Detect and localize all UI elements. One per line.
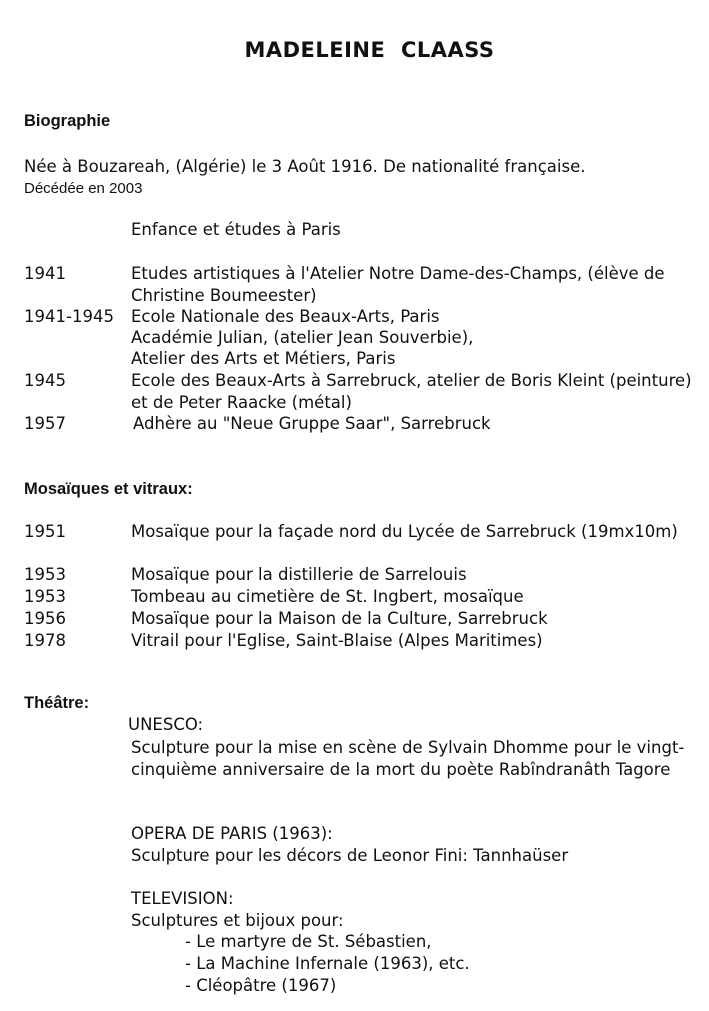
death-line: Décédée en 2003: [24, 180, 143, 197]
entry-year: 1956: [24, 609, 66, 628]
tv-list-item: - Cléopâtre (1967): [185, 976, 337, 995]
entry-text: Ecole des Beaux-Arts à Sarrebruck, atelier de Boris Kleint (peinture) et de Peter Raacke (métal): [131, 371, 692, 412]
entry-year: 1957: [24, 414, 66, 433]
theatre-heading: Théâtre:: [24, 694, 90, 712]
entry-text: Mosaïque pour la Maison de la Culture, Sarrebruck: [131, 609, 548, 628]
television-label: TELEVISION:: [131, 889, 234, 908]
entry-text: Tombeau au cimetière de St. Ingbert, mosaïque: [131, 587, 524, 606]
entry-text: Atelier des Arts et Métiers, Paris: [131, 349, 396, 368]
mosaiques-heading: Mosaïques et vitraux:: [24, 480, 193, 498]
unesco-text: Sculpture pour la mise en scène de Sylvain Dhomme pour le vingt-cinquième anniversaire de la mort du poète Rabîndranâth Tagore: [131, 738, 685, 779]
biographie-heading: Biographie: [24, 112, 111, 130]
entry-year: 1953: [24, 587, 66, 606]
television-text: Sculptures et bijoux pour:: [131, 911, 344, 930]
document-title: MADELEINE CLAASS: [244, 38, 495, 62]
entry-year: 1941-1945: [24, 307, 114, 326]
entry-text: Vitrail pour l'Eglise, Saint-Blaise (Alpes Maritimes): [131, 631, 543, 650]
entry-text: Ecole Nationale des Beaux-Arts, Paris: [131, 307, 440, 326]
opera-text: Sculpture pour les décors de Leonor Fini: Tannhaüser: [131, 846, 569, 865]
entry-text: Etudes artistiques à l'Atelier Notre Dame-des-Champs, (élève de Christine Boumeester): [131, 264, 665, 305]
entry-text: Mosaïque pour la façade nord du Lycée de Sarrebruck (19mx10m): [131, 522, 678, 541]
birth-line: Née à Bouzareah, (Algérie) le 3 Août 1916. De nationalité française.: [24, 157, 586, 176]
entry-year: 1978: [24, 631, 66, 650]
entry-text: Mosaïque pour la distillerie de Sarrelouis: [131, 565, 467, 584]
entry-year: 1941: [24, 264, 66, 283]
opera-label: OPERA DE PARIS (1963):: [131, 824, 333, 843]
unesco-label: UNESCO:: [128, 715, 204, 734]
childhood-line: Enfance et études à Paris: [131, 220, 341, 239]
tv-list-item: - La Machine Infernale (1963), etc.: [185, 954, 470, 973]
entry-text: Académie Julian, (atelier Jean Souverbie),: [131, 328, 474, 347]
entry-text: Adhère au "Neue Gruppe Saar", Sarrebruck: [133, 414, 491, 433]
entry-year: 1945: [24, 371, 66, 390]
entry-year: 1953: [24, 565, 66, 584]
tv-list-item: - Le martyre de St. Sébastien,: [185, 932, 432, 951]
entry-year: 1951: [24, 522, 66, 541]
